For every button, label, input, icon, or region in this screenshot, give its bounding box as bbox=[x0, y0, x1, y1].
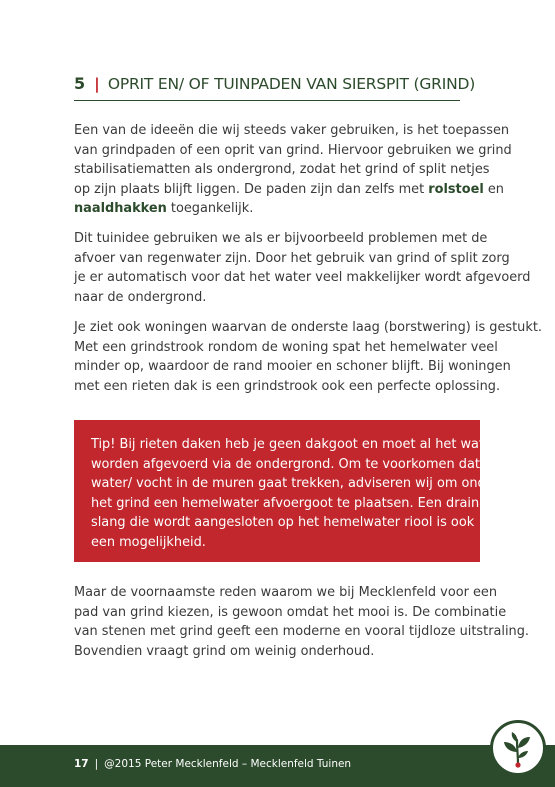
section-title: OPRIT EN/ OF TUINPADEN VAN SIERSPIT (GRIND) bbox=[107, 75, 476, 93]
text-line: minder op, waardoor de rand mooier en schoner blijft. Bij woningen bbox=[74, 359, 511, 375]
text-line: Maar de voornaamste reden waarom we bij Mecklenfeld voor een bbox=[74, 585, 498, 600]
text-line: slang die wordt aangesloten op het hemelwater riool is ook bbox=[91, 515, 475, 531]
text-line: stabilisatiematten als ondergrond, zodat het grind of split netjes bbox=[74, 162, 490, 178]
emphasis-rolstoel: rolstoel bbox=[428, 181, 484, 197]
text-line: het grind een hemelwater afvoergoot te plaatsen. Een drainage- bbox=[91, 495, 508, 511]
page-number: 17 bbox=[74, 758, 89, 770]
text-line: van stenen met grind geeft een moderne en vooral tijdloze uitstraling. bbox=[74, 624, 530, 640]
text-line bbox=[74, 180, 504, 200]
page-footer bbox=[0, 745, 555, 787]
text-line: water/ vocht in de muren gaat trekken, adviseren wij om onder bbox=[91, 476, 499, 492]
text-line: met een rieten dak is een grindstrook ook een perfecte oplossing. bbox=[74, 378, 501, 394]
text-line: Je ziet ook woningen waarvan de onderste laag (borstwering) is gestukt. bbox=[74, 320, 542, 335]
text-line: je er automatisch voor dat het water veel makkelijker wordt afgevoerd bbox=[74, 270, 531, 286]
paragraph-grindstrook bbox=[74, 318, 542, 396]
section-heading bbox=[74, 74, 476, 101]
text-line: Tip! Bij rieten daken heb je geen dakgoot en moet al het water bbox=[91, 437, 498, 452]
heading-separator: | bbox=[94, 75, 100, 93]
paragraph-conclusion bbox=[74, 583, 530, 661]
text-line: Bovendien vraagt grind om weinig onderhoud. bbox=[74, 643, 375, 659]
text-fragment: en bbox=[483, 181, 504, 197]
text-line: van grindpaden of een oprit van grind. Hiervoor gebruiken we grind bbox=[74, 142, 512, 158]
text-line bbox=[74, 199, 494, 219]
emphasis-naaldhakken: naaldhakken bbox=[74, 201, 167, 217]
text-fragment: op zijn plaats blijft liggen. De paden zijn dan zelfs met bbox=[74, 181, 429, 197]
tip-text bbox=[91, 435, 508, 553]
text-line: Dit tuinidee gebruiken we als er bijvoorbeeld problemen met de bbox=[74, 231, 488, 246]
text-line: afvoer van regenwater zijn. Door het gebruik van grind of split zorg bbox=[74, 250, 510, 266]
text-line: Een van de ideeën die wij steeds vaker gebruiken, is het toepassen bbox=[74, 123, 510, 138]
footer-copyright: @2015 Peter Mecklenfeld – Mecklenfeld Tuinen bbox=[104, 758, 352, 770]
text-line: Met een grindstrook rondom de woning spat het hemelwater veel bbox=[74, 339, 498, 355]
plant-logo-graphic bbox=[493, 723, 543, 773]
text-line: naar de ondergrond. bbox=[74, 289, 207, 305]
plant-logo-icon bbox=[490, 720, 546, 776]
paragraph-intro bbox=[74, 121, 512, 219]
footer-text bbox=[74, 758, 351, 770]
paragraph-drainage bbox=[74, 229, 531, 307]
footer-separator: | bbox=[94, 758, 99, 770]
text-fragment: toegankelijk. bbox=[166, 201, 254, 217]
text-line: worden afgevoerd via de ondergrond. Om te voorkomen dat het bbox=[91, 456, 506, 472]
section-number: 5 bbox=[74, 74, 86, 93]
text-line: pad van grind kiezen, is gewoon omdat het mooi is. De combinatie bbox=[74, 604, 507, 620]
text-line: een mogelijkheid. bbox=[91, 534, 206, 550]
tip-box bbox=[74, 420, 508, 562]
